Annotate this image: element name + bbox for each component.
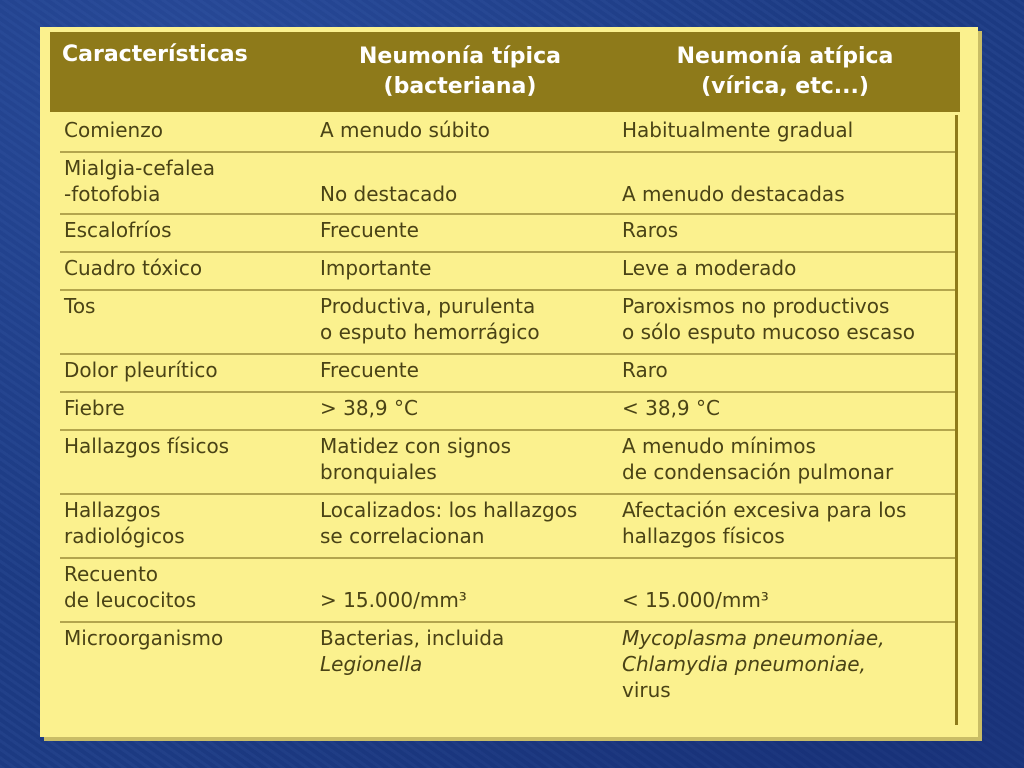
table-body: [60, 115, 958, 725]
row-label: Comienzo: [64, 118, 163, 142]
atypical-value: < 15.000/mm³: [622, 588, 769, 612]
row-label: Mialgia-cefalea -fotofobia: [64, 156, 216, 206]
header-typical-pneumonia: Neumonía típica (bacteriana): [359, 44, 561, 99]
table-row: [60, 433, 955, 495]
table-row: [60, 357, 955, 393]
atypical-value: Raros: [622, 218, 679, 242]
typical-value: Importante: [320, 256, 432, 280]
typical-value: Matidez con signos bronquiales: [320, 434, 512, 484]
table-row: [60, 155, 955, 215]
typical-value: A menudo súbito: [320, 118, 490, 142]
atypical-value: Habitualmente gradual: [622, 118, 854, 142]
table-row: [60, 117, 955, 153]
row-label: Fiebre: [64, 396, 125, 420]
table-row: [60, 293, 955, 355]
row-label: Tos: [64, 294, 96, 318]
table-row: [60, 217, 955, 253]
typical-value: Frecuente: [320, 358, 419, 382]
typical-value: No destacado: [320, 182, 458, 206]
row-label: Hallazgos radiológicos: [64, 498, 185, 548]
atypical-value: Afectación excesiva para los hallazgos físicos: [622, 498, 907, 548]
atypical-value: Leve a moderado: [622, 256, 797, 280]
table-header: [50, 32, 960, 112]
header-characteristics: Características: [62, 42, 248, 67]
atypical-value: Mycoplasma pneumoniae, Chlamydia pneumoniae, virus: [622, 626, 885, 702]
typical-value: Frecuente: [320, 218, 419, 242]
atypical-value: Paroxismos no productivos o sólo esputo mucoso escaso: [622, 294, 915, 344]
table-row: [60, 561, 955, 623]
table-row: [60, 395, 955, 431]
row-label: Cuadro tóxico: [64, 256, 203, 280]
atypical-value: Raro: [622, 358, 668, 382]
table-row: [60, 497, 955, 559]
typical-value: > 38,9 °C: [320, 396, 418, 420]
slide-frame: [40, 27, 978, 737]
typical-value: Productiva, purulenta o esputo hemorrágico: [320, 294, 540, 344]
table-row: [60, 625, 955, 715]
table-row: [60, 255, 955, 291]
typical-value: Bacterias, incluida Legionella: [320, 626, 505, 676]
row-label: Microorganismo: [64, 626, 224, 650]
atypical-value: A menudo destacadas: [622, 182, 845, 206]
row-label: Hallazgos físicos: [64, 434, 230, 458]
row-label: Dolor pleurítico: [64, 358, 218, 382]
typical-value: > 15.000/mm³: [320, 588, 467, 612]
header-atypical-pneumonia: Neumonía atípica (vírica, etc...): [676, 44, 894, 99]
typical-value: Localizados: los hallazgos se correlacionan: [320, 498, 578, 548]
atypical-value: < 38,9 °C: [622, 396, 720, 420]
row-label: Escalofríos: [64, 218, 172, 242]
atypical-value: A menudo mínimos de condensación pulmonar: [622, 434, 894, 484]
row-label: Recuento de leucocitos: [64, 562, 197, 612]
